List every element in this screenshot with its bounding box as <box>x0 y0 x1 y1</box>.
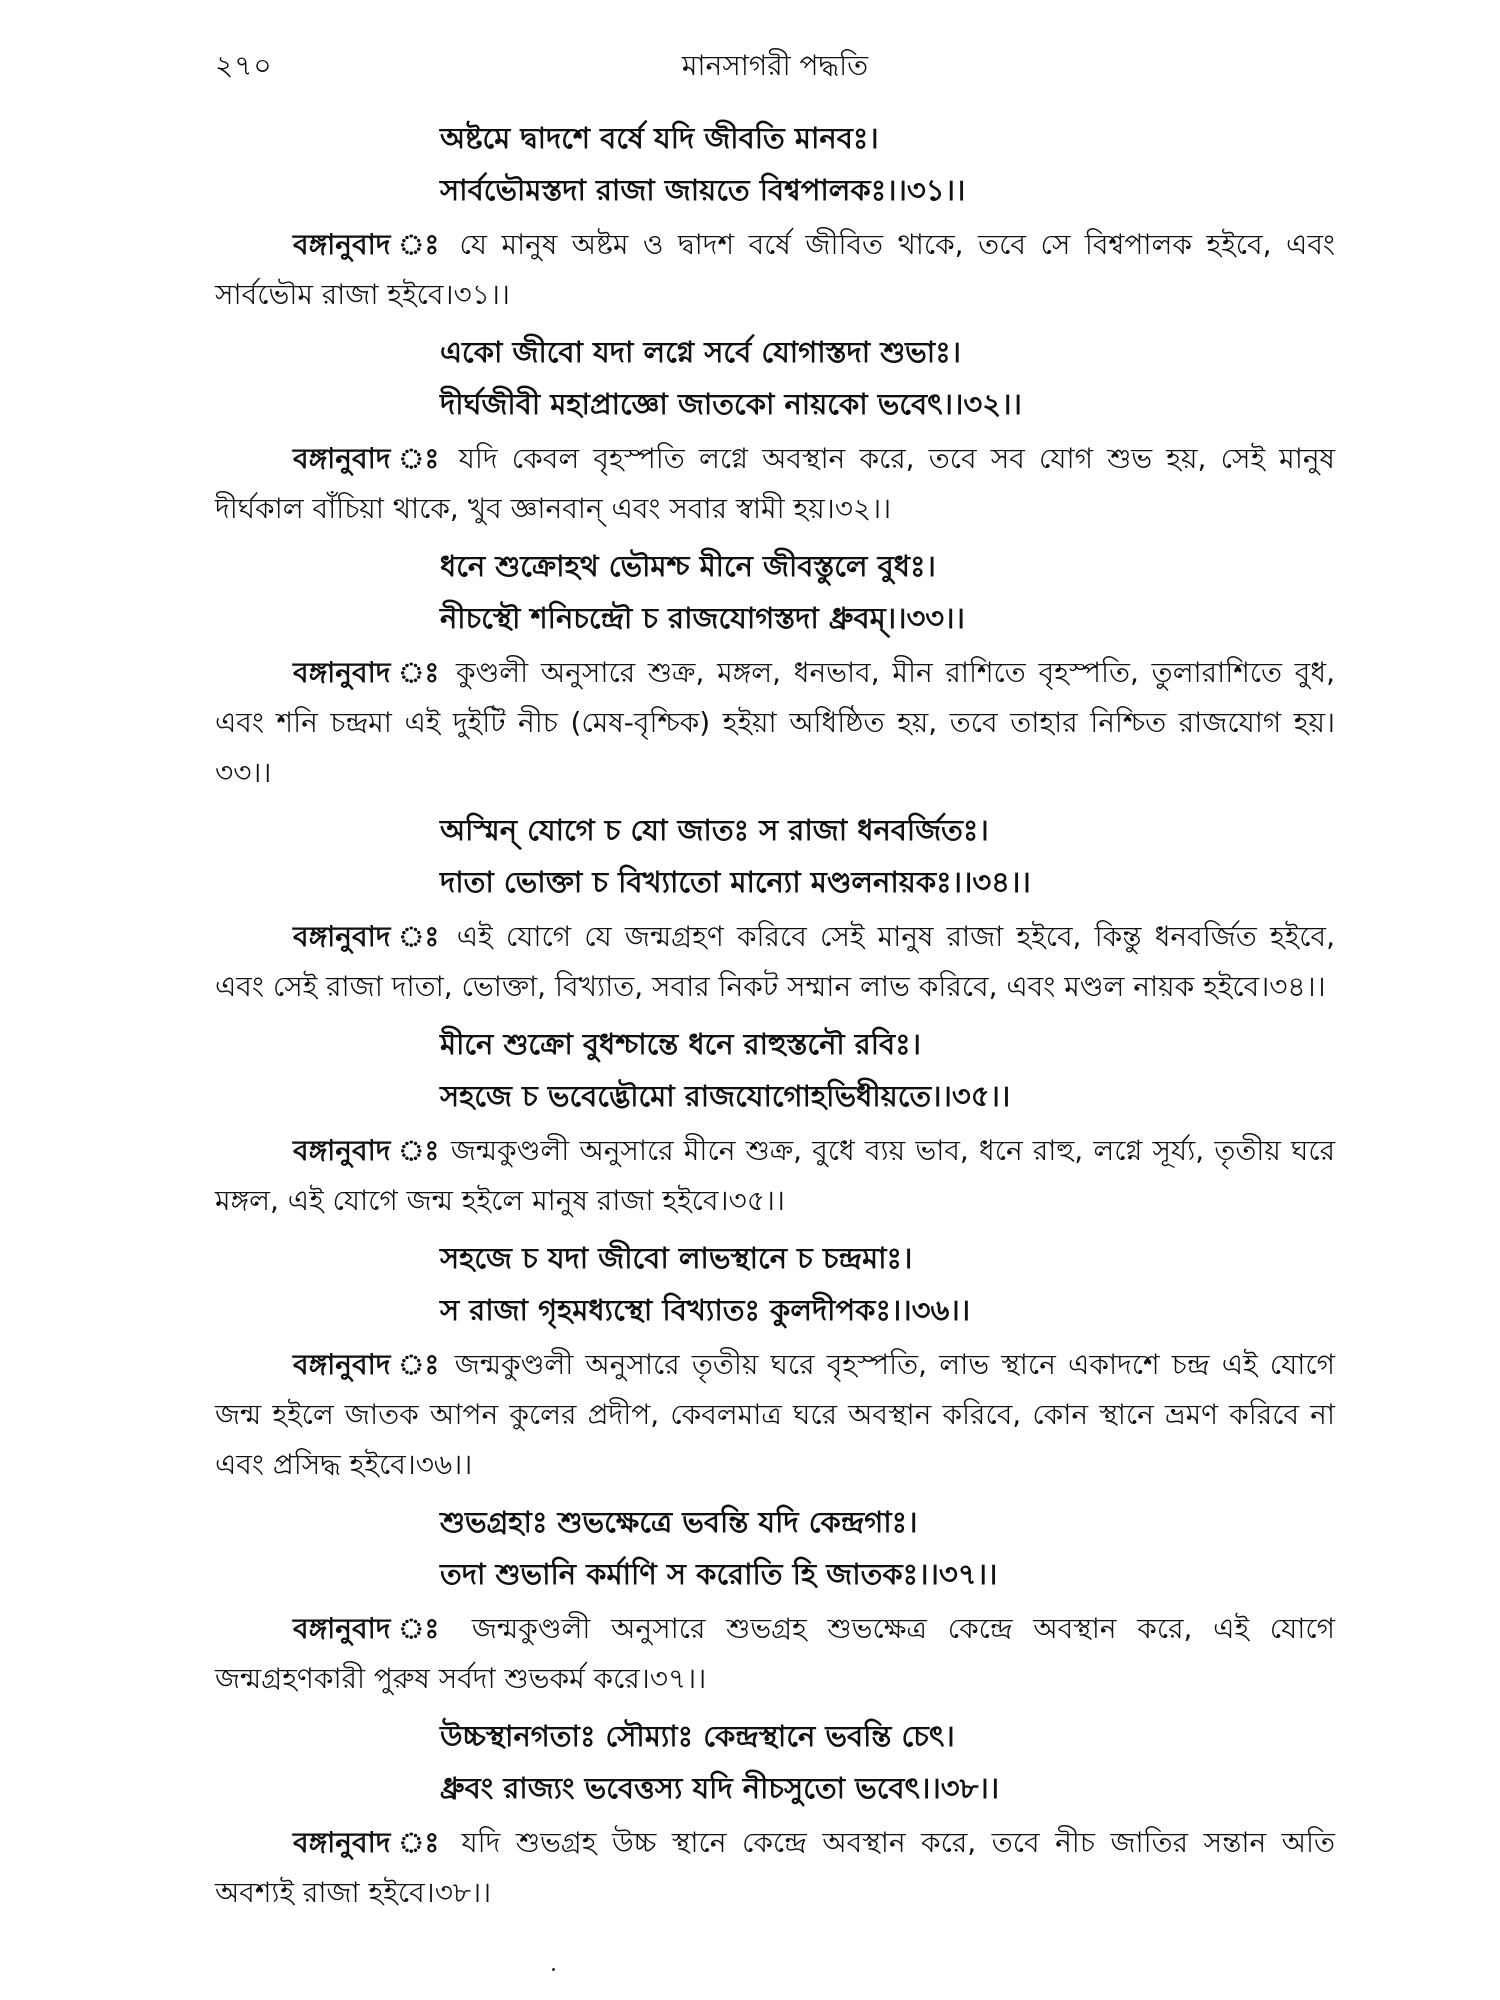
translation-text: যে মানুষ অষ্টম ও দ্বাদশ বর্ষে জীবিত থাকে, তবে সে বিশ্বপালক হইবে, এবং সার্বভৌম রাজা হইবে।৩১।। <box>215 228 1335 311</box>
translation-text: জন্মকুণ্ডলী অনুসারে মীনে শুক্র, বুধে ব্যয় ভাব, ধনে রাহু, লগ্নে সূর্য্য, তৃতীয় ঘরে মঙ্গল, এই যোগে জন্ম হইলে মানুষ রাজা হইবে।৩৫।। <box>215 1134 1335 1217</box>
verse-line: দাতা ভোক্তা চ বিখ্যাতো মান্যো মণ্ডলনায়কঃ।।৩৪।। <box>440 865 1031 899</box>
verse-34 <box>215 804 1335 908</box>
translation-31 <box>215 220 1335 320</box>
verse-line: উচ্চস্থানগতাঃ সৌম্যাঃ কেন্দ্রস্থানে ভবন্তি চেৎ। <box>440 1719 955 1753</box>
translation-35 <box>215 1126 1335 1226</box>
verse-line: একো জীবো যদা লগ্নে সর্বে যোগাস্তদা শুভাঃ। <box>440 335 962 369</box>
verse-line: শুভগ্রহাঃ শুভক্ষেত্রে ভবন্তি যদি কেন্দ্রগাঃ। <box>440 1505 918 1539</box>
translation-32 <box>215 434 1335 534</box>
translation-text: কুণ্ডলী অনুসারে শুক্র, মঙ্গল, ধনভাব, মীন রাশিতে বৃহস্পতি, তুলারাশিতে বুধ, এবং শনি চন্দ্রমা এই দুইটি নীচ (মেষ-বৃশ্চিক) হইয়া অধিষ্ঠিত হয়, তবে তাহার নিশ্চিত রাজযোগ হয়।৩৩।। <box>215 656 1335 789</box>
page-header <box>215 40 1335 90</box>
verse-line: দীর্ঘজীবী মহাপ্রাজ্ঞো জাতকো নায়কো ভবেৎ।।৩২।। <box>440 387 1022 421</box>
verse-line: সহজে চ ভবেদ্ভৌমো রাজযোগোহভিধীয়তে।।৩৫।। <box>440 1079 1011 1113</box>
translation-text: যদি কেবল বৃহস্পতি লগ্নে অবস্থান করে, তবে সব যোগ শুভ হয়, সেই মানুষ দীর্ঘকাল বাঁচিয়া থাকে, খুব জ্ঞানবান্ এবং সবার স্বামী হয়।৩২।। <box>215 442 1335 525</box>
verse-33 <box>215 540 1335 644</box>
page-body <box>215 112 1335 1924</box>
page-number: ২৭০ <box>215 49 273 82</box>
verse-38 <box>215 1710 1335 1814</box>
translation-label: বঙ্গানুবাদ ঃ <box>293 1612 452 1645</box>
verse-line: মীনে শুক্রো বুধশ্চান্তে ধনে রাহুস্তনৌ রবিঃ। <box>440 1027 921 1061</box>
verse-line: তদা শুভানি কর্মাণি স করোতি হি জাতকঃ।।৩৭।। <box>440 1557 998 1591</box>
translation-label: বঙ্গানুবাদ ঃ <box>293 1134 441 1167</box>
verse-line: সহজে চ যদা জীবো লাভস্থানে চ চন্দ্রমাঃ। <box>440 1241 913 1275</box>
translation-34 <box>215 912 1335 1012</box>
verse-line: সার্বভৌমস্তদা রাজা জায়তে বিশ্বপালকঃ।।৩১।। <box>440 173 966 207</box>
translation-label: বঙ্গানুবাদ ঃ <box>293 1826 446 1859</box>
translation-text: এই যোগে যে জন্মগ্রহণ করিবে সেই মানুষ রাজা হইবে, কিন্তু ধনবর্জিত হইবে, এবং সেই রাজা দাতা, ভোক্তা, বিখ্যাত, সবার নিকট সম্মান লাভ করিবে, এবং মণ্ডল নায়ক হইবে।৩৪।। <box>215 920 1335 1003</box>
translation-text: যদি শুভগ্রহ উচ্চ স্থানে কেন্দ্রে অবস্থান করে, তবে নীচ জাতির সন্তান অতি অবশ্যই রাজা হইবে।৩৮।। <box>215 1826 1335 1909</box>
verse-36 <box>215 1232 1335 1336</box>
translation-label: বঙ্গানুবাদ ঃ <box>293 656 444 689</box>
verse-line: স রাজা গৃহমধ্যস্থো বিখ্যাতঃ কুলদীপকঃ।।৩৬।। <box>440 1293 971 1327</box>
verse-line: ধনে শুক্রোহথ ভৌমশ্চ মীনে জীবস্তুলে বুধঃ। <box>440 549 936 583</box>
running-title: মানসাগরী পদ্ধতি <box>681 49 869 82</box>
translation-label: বঙ্গানুবাদ ঃ <box>293 228 445 261</box>
translation-label: বঙ্গানুবাদ ঃ <box>293 442 445 475</box>
translation-36 <box>215 1340 1335 1490</box>
verse-35 <box>215 1018 1335 1122</box>
translation-label: বঙ্গানুবাদ ঃ <box>293 920 444 953</box>
translation-37 <box>215 1604 1335 1704</box>
verse-32 <box>215 326 1335 430</box>
translation-33 <box>215 648 1335 798</box>
translation-text: জন্মকুণ্ডলী অনুসারে তৃতীয় ঘরে বৃহস্পতি, লাভ স্থানে একাদশে চন্দ্র এই যোগে জন্ম হইলে জাতক আপন কুলের প্রদীপ, কেবলমাত্র ঘরে অবস্থান করিবে, কোন স্থানে ভ্রমণ করিবে না এবং প্রসিদ্ধ হইবে।৩৬।। <box>215 1348 1335 1481</box>
verse-line: অস্মিন্ যোগে চ যো জাতঃ স রাজা ধনবর্জিতঃ। <box>440 813 989 847</box>
translation-label: বঙ্গানুবাদ ঃ <box>293 1348 443 1381</box>
verse-line: অষ্টমে দ্বাদশে বর্ষে যদি জীবতি মানবঃ। <box>440 121 879 155</box>
print-speck <box>552 1968 555 1971</box>
verse-line: ধ্রুবং রাজ্যং ভবেত্তস্য যদি নীচসুতো ভবেৎ।।৩৮।। <box>440 1771 1000 1805</box>
verse-37 <box>215 1496 1335 1600</box>
translation-38 <box>215 1818 1335 1918</box>
translation-text: জন্মকুণ্ডলী অনুসারে শুভগ্রহ শুভক্ষেত্র কেন্দ্রে অবস্থান করে, এই যোগে জন্মগ্রহণকারী পুরুষ সর্বদা শুভকর্ম করে।৩৭।। <box>215 1612 1335 1695</box>
verse-line: নীচস্থৌ শনিচন্দ্রৌ চ রাজযোগস্তদা ধ্রুবম্।।৩৩।। <box>440 601 965 635</box>
verse-31 <box>215 112 1335 216</box>
